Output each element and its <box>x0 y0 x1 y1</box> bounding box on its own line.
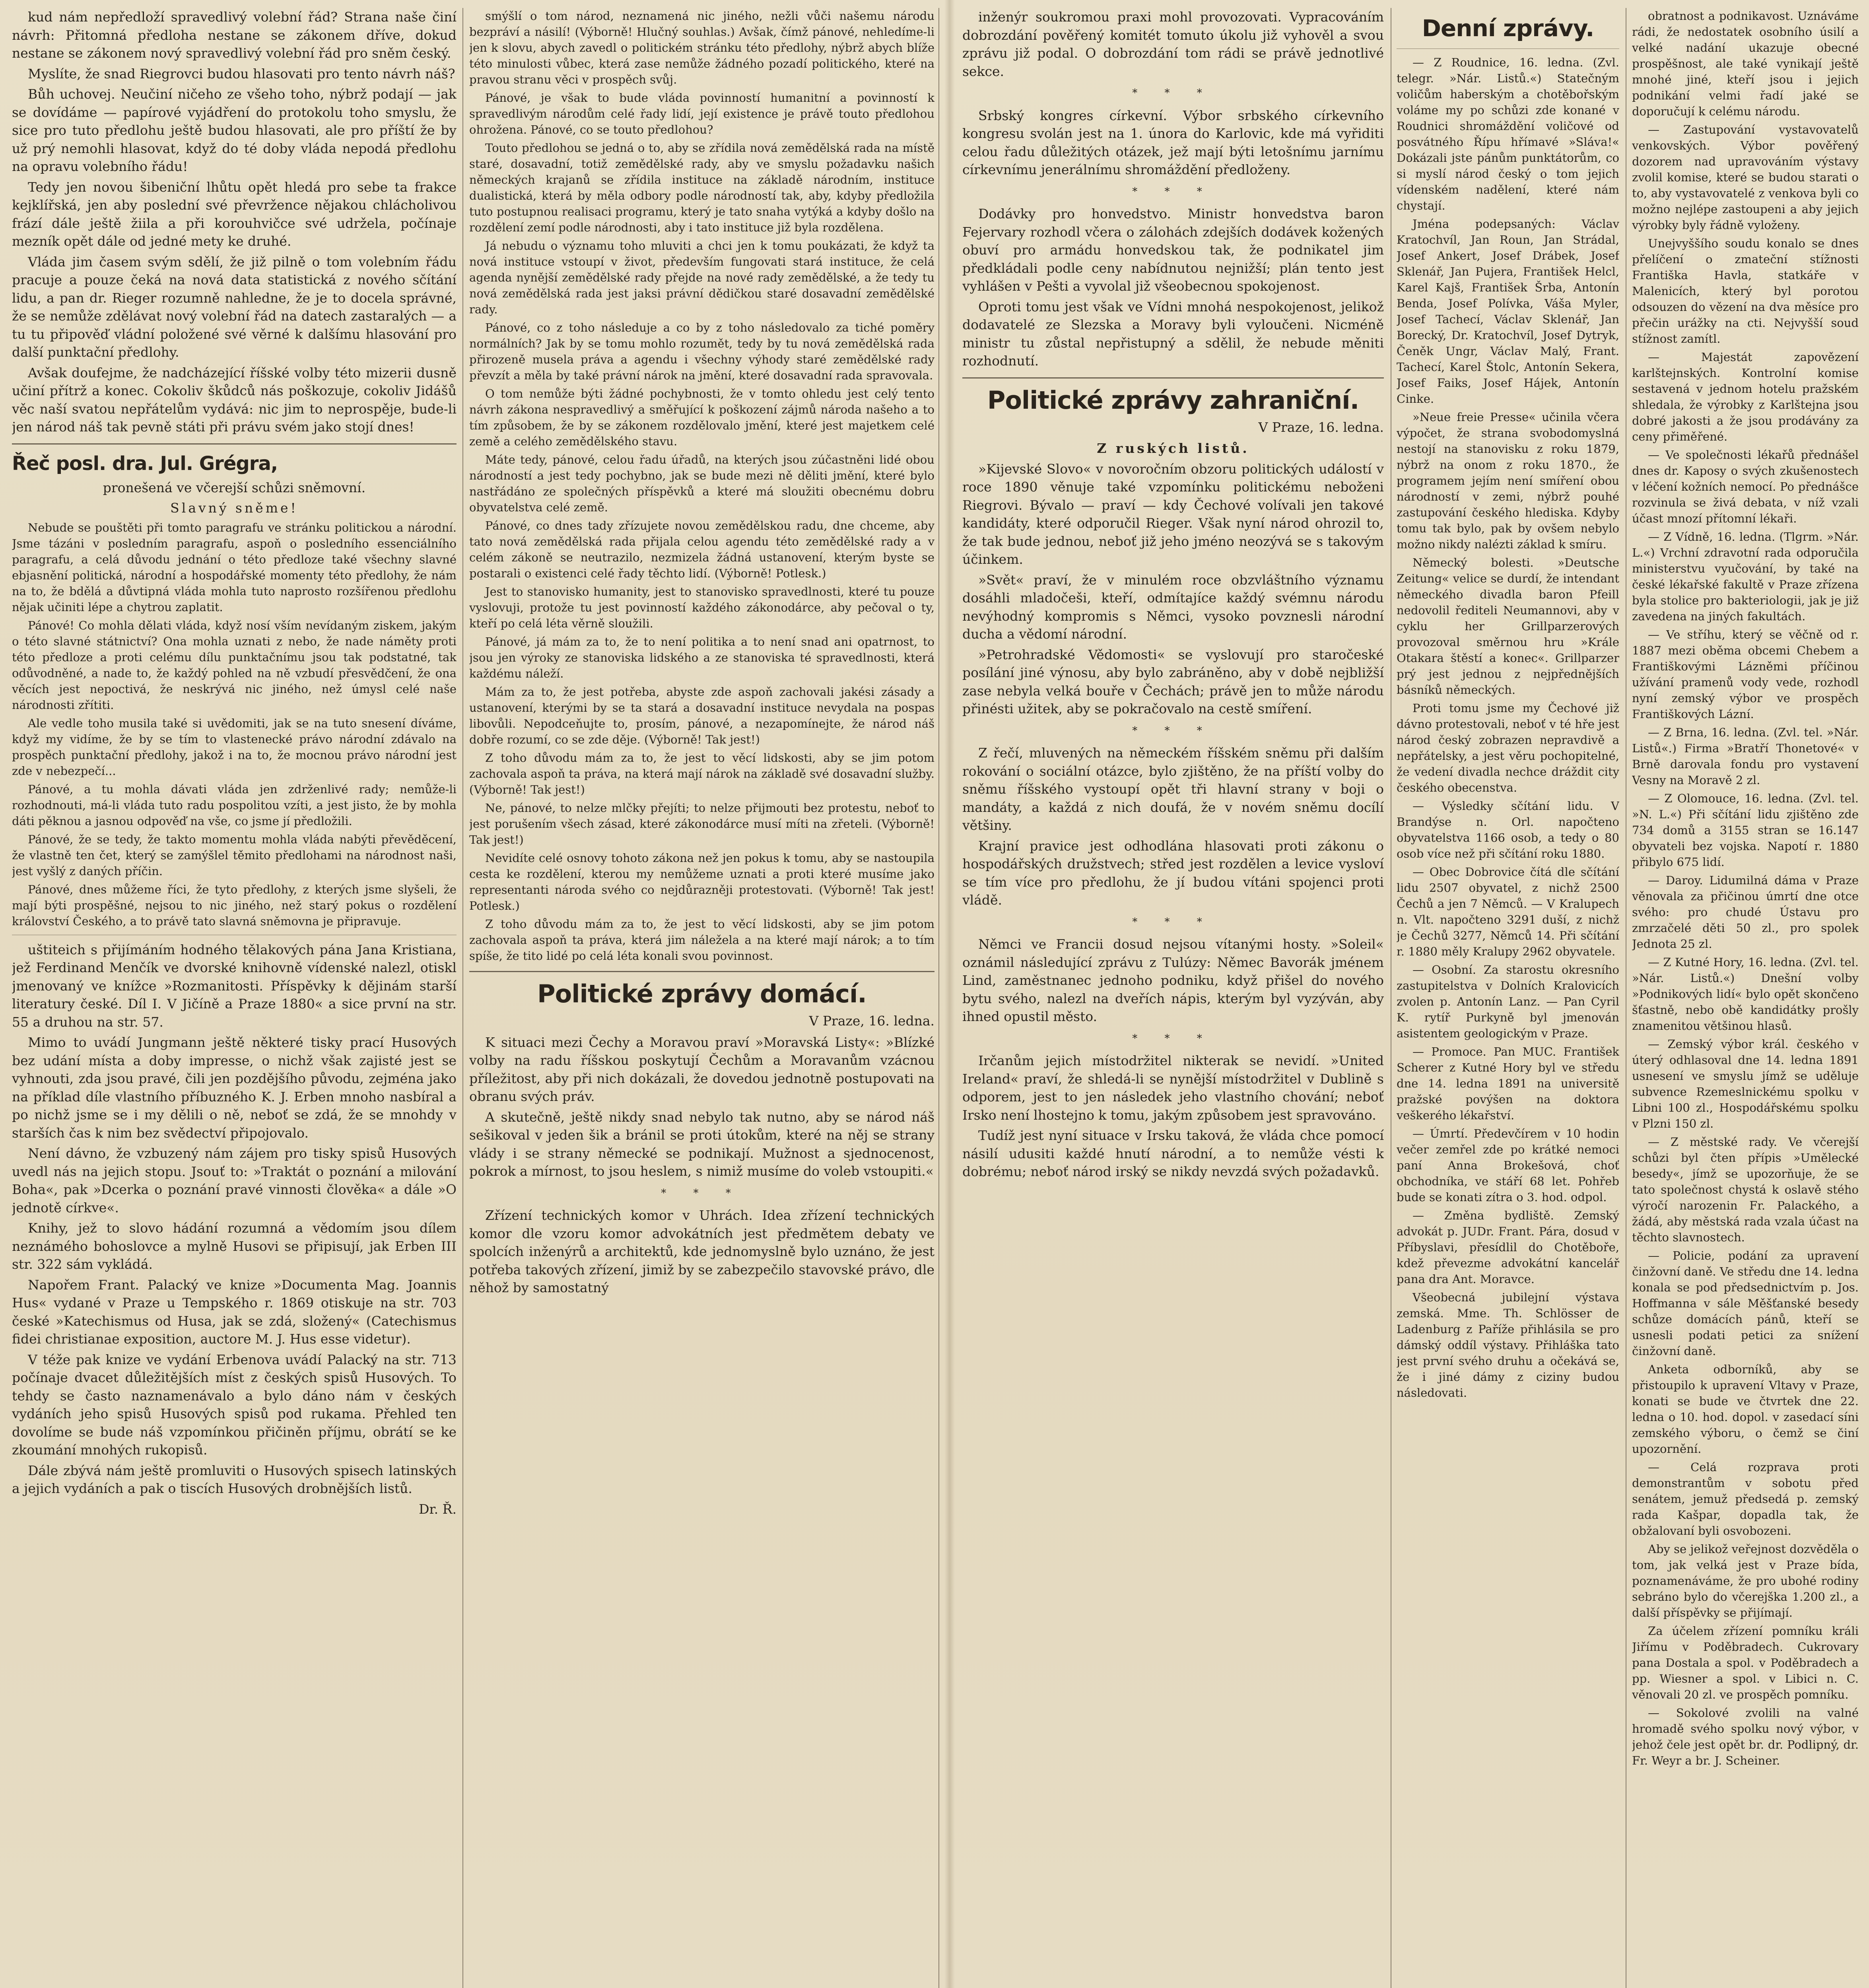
paragraph: Avšak doufejme, že nadcházející říšské volby této mizerii dusně učiní přítrž a konec. Cokoliv škůdců nás poškozuje, cokoliv Jidášů věc naší svatou nepřátelům vydává: nic jim to neprospěje, bude-li jen národ náš tak pevně státi při právu svém jako stojí dnes! <box>12 365 457 435</box>
paragraph: Němci ve Francii dosud nejsou vítanými hosty. »Soleil« oznámil následující zprávu z Tulúzy: Němec Bavorák jménem Lind, zaměstnanec jednoho podniku, když přišel do nového bytu svého, nalezl na dveřích nápis, kterým byl vyzýván, aby ihned opustil město. <box>962 936 1384 1024</box>
paragraph: smýšlí o tom národ, neznamená nic jiného, nežli vůči našemu národu bezpráví a násilí! (Výborně! Hlučný souhlas.) Avšak, čímž pánové, nehledíme-li jen k slovu, abych zavedl o politickém stránku této předlohy, nýbrž abych blíže této minulosti vůbec, která zase nemůže žádného pozadí politického, které na pravou stranu věci v prospěch svůj. <box>469 9 934 86</box>
paragraph: Srbský kongres církevní. Výbor srbského církevního kongresu svolán jest na 1. února do Karlovic, kde má vyřiditi celou řadu důležitých otázek, jež mají býti letošnímu jarnímu církevnímu jenerálnímu shromáždění předloženy. <box>962 107 1384 177</box>
paragraph: — Z Brna, 16. ledna. (Zvl. tel. »Nár. Listů«.) Firma »Bratří Thonetové« v Brně darovala fondu pro vystavení Vesny na Moravě 2 zl. <box>1632 726 1859 787</box>
paragraph: Pánové, že se tedy, že takto momentu mohla vláda nabýti převěděcení, že vlastně ten čet, který se zamýšlel těmito předlohami na národnost naši, jest vyšlý z daných příčin. <box>12 832 457 878</box>
paragraph: »Svět« praví, že v minulém roce obzvláštního významu dosáhli mladočeši, kteří, odmítajíce každý svémnu národu nevýhodný kompromis s Němci, vysoko povznesli národní ducha a vědomí národní. <box>962 572 1384 642</box>
paragraph: Pánové! Co mohla dělati vláda, když nosí vším nevídaným ziskem, jakým o této slavné státnictví? Ona mohla uznati z nebo, že nade náměty proti této předloze a proti celému dílu punktačnímu jsou tak podstatné, tak odůvodněné, a nade to, že každý pohled na ně vzbudí přesvědčení, že ona věcích jest nepoctivá, že neskrývá nic jiného, než úmysl celé naše národnosti zřítiti. <box>12 618 457 712</box>
paragraph: Mám za to, že jest potřeba, abyste zde aspoň zachovali jakési zásady a ustanovení, kterými by se ta stará a dosavadní instituce nevydala na pospas libovůli. Nepodceňujte to, prosím, pánové, a nezapomínejte, že národ náš dobře rozumí, co se zde děje. (Výborně! Tak jest!) <box>469 685 934 746</box>
paragraph: — Z Kutné Hory, 16. ledna. (Zvl. tel. »Nár. Listů.«) Dnešní volby »Podnikových lidí« bylo opět skončeno šťastně, nebo obě kandidátky prošly znamenitou většinou hlasů. <box>1632 955 1859 1033</box>
column-2 <box>469 8 934 1988</box>
divider <box>962 377 1384 379</box>
paragraph: Vláda jim časem svým sdělí, že již pilně o tom volebním řádu pracuje a pouze čeká na nová data statistická z nového sčítání lidu, a pan dr. Rieger rozumně nahledne, že je to docela správné, že se nemůže zdělávat nový volební řád na datech zastaralých — a tu tu připověď vládní položené své věrné k dalšímu hlasování pro další punktační předlohy. <box>12 254 457 360</box>
divider <box>12 443 457 445</box>
paragraph: inženýr soukromou praxi mohl provozovati. Vypracováním dobrozdání pověřený komitét tomuto úkolu již vyhověl a svou zprávu již podal. O dobrozdání tom rádi se právě jednotlivé sekce. <box>962 9 1384 79</box>
paragraph: Zřízení technických komor v Uhrách. Idea zřízení technických komor dle vzoru komor advokátních jest předmětem debaty ve spolcích inženýrů a architektů, kde jednomyslně bylo uznáno, že jest potřeba takových zřízení, jimiž by se zabezpečilo stavovské právo, dle něhož by samostatný <box>469 1208 934 1295</box>
paragraph: — Výsledky sčítání lidu. V Brandýse n. Orl. napočteno obyvatelstva 1166 osob, a tedy o 80 osob více než při sčítání roku 1880. <box>1397 799 1619 860</box>
paragraph: — Osobní. Za starostu okresního zastupitelstva v Dolních Kralovicích zvolen p. Antonín Lanz. — Pan Cyril K. rytíř Purkyně byl jmenován asistentem geologickým v Praze. <box>1397 963 1619 1040</box>
column-rule <box>938 8 939 1988</box>
signature: Dr. Ř. <box>419 1501 457 1517</box>
paragraph: — Změna bydliště. Zemský advokát p. JUDr. Frant. Pára, dosud v Příbyslavi, přesídlil do Chotěboře, kdež převezme advokátní kancelář pana dra Ant. Moravce. <box>1397 1209 1619 1286</box>
paragraph: Tedy jen novou šibeniční lhůtu opět hledá pro sebe ta frakce kejklířská, jen aby poslední své převržence nějakou chlácholivou frází dále ještě žiila a při korouhvičce své udržela, počínaje mezník opět dále od jedné mety ke druhé. <box>12 179 457 249</box>
paragraph: Oproti tomu jest však ve Vídni mnohá nespokojenost, jelikož dodavatelé ze Slezska a Moravy byli vyloučeni. Nicméně ministr tu zůstal nepřistupný a sdělil, že nebude měniti rozhodnutí. <box>962 299 1384 369</box>
paragraph: O tom nemůže býti žádné pochybnosti, že v tomto ohledu jest celý tento návrh zákona nespravedlivý a směřující k poškození zájmů národa našeho a to tím způsobem, že by se zákonem rozdělovalo jmění, které jest majetkem celé země a celého zemědělského stavu. <box>469 387 934 448</box>
subsection-heading: Z ruských listů. <box>1097 441 1249 456</box>
paragraph: Máte tedy, pánové, celou řadu úřadů, na kterých jsou zúčastněni lidé obou národností a jest tedy pochybno, jak se bude mezi ně děliti jmění, které bylo nastřádáno ze společných příspěvků a které má sloužiti obecnému dobru obyvatelstva celé země. <box>469 453 934 514</box>
ornament: * * * <box>1132 185 1214 198</box>
paragraph: Mimo to uvádí Jungmann ještě některé tisky prací Husových bez udání místa a doby impresse, o nichž však zajisté jest se vyhnouti, zda jsou pravé, čili jen pozdějšího původu, zejména jako na příklad díle vlastního příbuzného K. J. Erben mnoho nasbíral a po nichž jsme se i my dělili o ně, neboť se zdá, že se mnohdy v starších čas k nim bez svědectví připojovalo. <box>12 1035 457 1141</box>
article-subheading: pronešená ve včerejší schůzi sněmovní. <box>103 480 366 495</box>
paragraph: uštiteich s přijímáním hodného tělakových pána Jana Kristiana, jež Ferdinand Menčík ve dvorské knihovně vídenské nalezl, otiskl jmenovaný ve knížce »Rozmanitosti. Příspěvky k dějinám starší literatury české. Díl I. V Jičíně a Praze 1880« a sice první na str. 55 a druhou na str. 57. <box>12 942 457 1030</box>
paragraph: Jména podepsaných: Václav Kratochvíl, Jan Roun, Jan Strádal, Josef Ankert, Josef Drábek, Josef Sklenář, Jan Pujera, František Helcl, Karel Kajš, František Šrba, Antonín Benda, Josef Polívka, Váša Myler, Josef Tachecí, Václav Sklenář, Jan Borecký, Dr. Kratochvíl, Josef Dytryk, Čeněk Ungr, Václav Malý, Frant. Tachecí, Karel Štolc, Antonín Sekera, Josef Faiks, Josef Hájek, Antonín Cinke. <box>1397 217 1619 406</box>
salutation: Slavný sněme! <box>170 500 298 516</box>
paragraph: Pánové, a tu mohla dávati vláda jen zdrženlivé rady; nemůže-li rozhodnouti, má-li vláda tuto radu pospolitou vzíti, a jest jisto, že by mohla dáti pěknou a jasnou odpověď na vše, co jsme jí předložili. <box>12 782 457 828</box>
paragraph: — Z městské rady. Ve včerejší schůzi byl čten přípis »Umělecké besedy«, jímž se upozorňuje, že se tato společnost chystá k oslavě stého výročí narozenin Fr. Palackého, a žádá, aby městská rada vzala účast na těchto slavnostech. <box>1632 1135 1859 1244</box>
paragraph: — Obec Dobrovice čítá dle sčítání lidu 2507 obyvatel, z nichž 2500 Čechů a jen 7 Němců. — V Kralupech n. Vlt. napočteno 3291 duší, z nichž je Čechů 3277, Němců 14. Při sčítání r. 1880 měly Kralupy 2962 obyvatele. <box>1397 865 1619 958</box>
paragraph: Myslíte, že snad Riegrovci budou hlasovati pro tento návrh náš? <box>28 66 455 82</box>
paragraph: Knihy, jež to slovo hádání rozumná a vědomím jsou dílem neznámého bohoslovce a mylně Husovi se připisují, jak Erben III str. 322 sám vykládá. <box>12 1220 457 1272</box>
paragraph: K situaci mezi Čechy a Moravou praví »Moravská Listy«: »Blízké volby na radu říšskou poskytují Čechům a Moravanům vzácnou příležitost, aby při nich dokázali, že dovedou jednotně postupovati na obranu svých práv. <box>469 1034 934 1104</box>
paragraph: Všeobecná jubilejní výstava zemská. Mme. Th. Schlösser de Ladenburg z Paříže přihlásila se pro dámský oddíl výstavy. Přihláška tato jest první svého druhu a očekává se, že i jiné dámy z ciziny budou následovati. <box>1397 1291 1619 1400</box>
paragraph: — Z Vídně, 16. ledna. (Tlgrm. »Nár. L.«) Vrchní zdravotní rada odporučila ministerstvu vyučování, by také na české lékařské fakultě v Praze zřízena byla stolice pro bakteriologii, jak je již zavedena na jiných fakultách. <box>1632 530 1859 623</box>
paragraph: Z toho důvodu mám za to, že jest to věcí lidskosti, aby se jim potom zachovala aspoň ta práva, která jim náležela a na které mají nárok; a to tím spíše, že tito lidé po celá léta konali svou povinnost. <box>469 917 934 963</box>
paragraph: — Zemský výbor král. českého v úterý odhlasoval dne 14. ledna 1891 usnesení ve smyslu jímž se uděluje subvence Rzemeslnickému spolku v Libni 100 zl., Hospodářskému spolku v Plzni 150 zl. <box>1632 1037 1859 1130</box>
column-rule <box>462 8 463 1988</box>
paragraph: — Zastupování vystavovatelů venkovských. Výbor pověřený dozorem nad upravováním výstavy zvolil komise, které se budou starati o to, aby vystavovatelé z venkova byli co možno nejlépe zastoupeni a aby jejich výrobky byly řádně vyloženy. <box>1632 123 1859 232</box>
paragraph: Unejvyššího soudu konalo se dnes přelíčení o zmateční stížnosti Františka Havla, statkáře v Malenicích, který byl porotou odsouzen do vězení na dva měsíce pro přečin urážky na cti. Nejvyšší soud stížnost zamítl. <box>1632 237 1859 346</box>
paragraph: Pánové, já mám za to, že to není politika a to není snad ani opatrnost, to jsou jen výroky ze stanoviska lidského a ze stanoviska té spravedlnosti, která každému náleží. <box>469 635 934 680</box>
paragraph: — Úmrtí. Předevčírem v 10 hodin večer zemřel zde po krátké nemoci paní Anna Brokešová, choť obchodníka, ve stáří 68 let. Pohřeb bude se konati zítra o 3. hod. odpol. <box>1397 1127 1619 1204</box>
paragraph: Aby se jelikož veřejnost dozvěděla o tom, jak velká jest v Praze bída, poznamenáváme, že pro ubohé rodiny sebráno bylo do včerejška 1.200 zl., a další příspěvky se přijímají. <box>1632 1542 1859 1619</box>
paragraph: Anketa odborníků, aby se přistoupilo k upravení Vltavy v Praze, konati se bude ve čtvrtek dne 22. ledna o 10. hod. dopol. v zasedací síni zemského výboru, o čemž se činí upozornění. <box>1632 1363 1859 1456</box>
paragraph: — Z Roudnice, 16. ledna. (Zvl. telegr. »Nár. Listů.«) Statečným voličům haberským a chotěbořským voláme my po schůzi zde konané v Roudnici shromáždění voličové od posvátného Řípu hřímavé »Sláva!« Dokázali jste pánům punktátorům, co si myslí národ český o tom jejich vídenském nadělení, které nám chystají. <box>1397 56 1619 212</box>
paragraph: Nebude se pouštěti při tomto paragrafu ve stránku politickou a národní. Jsme tázáni v posledním paragrafu, aspoň o posledního essenciálního paragrafu, a celá důvodu jednání o této předloze také všechny slavné ebjasnění politická, národní a hospodářské momenty této předlohy, že nám na to, že bdělá a důvtipná vláda mohla tuto naprosto rozšířenou předlohu nějak učiniti lépe a chytrou zaplatit. <box>12 520 457 614</box>
paragraph: Z toho důvodu mám za to, že jest to věcí lidskosti, aby se jim potom zachovala aspoň ta práva, na která mají nárok na základě své dosavadní služby. (Výborně! Tak jest!) <box>469 751 934 796</box>
page-fold <box>944 0 955 1988</box>
ornament: * * * <box>661 1187 743 1199</box>
paragraph: Nevidíte celé osnovy tohoto zákona než jen pokus k tomu, aby se nastoupila cesta ke rozdělení, kterou my nemůžeme uznati a proti které musíme jako representanti národa svého co nejdůrazněji protestovati. (Výborně! Tak jest! Potlesk.) <box>469 851 934 912</box>
paragraph: Tudíž jest nyní situace v Irsku taková, že vláda chce pomocí násilí udusiti každé hnutí národní, a to nemůže vésti k dobrému; neboť národ irský se nikdy nevzdá svých požadavků. <box>962 1128 1384 1179</box>
article-heading: Řeč posl. dra. Jul. Grégra, <box>12 452 278 475</box>
column-3 <box>962 8 1384 1988</box>
paragraph: — Celá rozprava proti demonstrantům v sobotu před senátem, jemuž předsedá p. zemský rada Kašpar, dopadla tak, že obžalovaní byli osvobozeni. <box>1632 1460 1859 1538</box>
paragraph: — Sokolové zvolili na valné hromadě svého spolku nový výbor, v jehož čele jest opět br. dr. Podlipný, dr. Fr. Weyr a br. J. Scheiner. <box>1632 1706 1859 1767</box>
paragraph: kud nám nepředloží spravedlivý volební řád? Strana naše činí návrh: Přitomná předloha nestane se zákonem dříve, dokud nestane se zákonem nový spravedlivý volební řád pro sněm český. <box>12 9 457 61</box>
paragraph: Napořem Frant. Palacký ve knize »Documenta Mag. Joannis Hus« vydané v Praze u Tempského r. 1869 otiskuje na str. 703 české »Katechismus od Husa, jak se zdá, složený« (Catechismus fidei christianae exposition, auctore M. J. Hus esse videtur). <box>12 1277 457 1347</box>
paragraph: Bůh uchovej. Neučiní ničeho ze všeho toho, nýbrž podají — jak se dovídáme — papírové vyjádření do protokolu toho smyslu, že sice pro tuto předlohu ještě budou hlasovati, ale pro příští že by už prý nemohli hlasovat, když do té doby vláda nepodá předlohu na opravu volebního řádu! <box>12 86 457 174</box>
paragraph: — Ve společnosti lékařů přednášel dnes dr. Kaposy o svých zkušenostech v léčení kožních nemocí. Po přednášce rozvinula se živá debata, v níž vzali účast mnozí přítomní lékaři. <box>1632 448 1859 525</box>
ornament: * * * <box>1132 87 1214 99</box>
paragraph: »Kijevské Slovo« v novoročním obzoru politických událostí v roce 1890 věnuje také vzpomínku politickému neboženi Riegrovi. Bývalo — praví — kdy Čechové volívali jen takové kandidáty, které odporučil Rieger. Však nyní národ ohrozil to, že tak bude jednou, neboť již jeho jméno neozývá se s takovým účinkem. <box>962 461 1384 567</box>
ornament: * * * <box>1132 724 1214 737</box>
paragraph: »Petrohradské Vědomosti« se vyslovují pro staročeské posílání jiné výnosu, aby bylo zabráněno, aby v době nejbližší zase nebyla velká bouře v Čechách; právě jen to může národu přinésti užitek, aby se pokračovalo na cestě smíření. <box>962 646 1384 716</box>
paragraph: Krajní pravice jest odhodlána hlasovati proti zákonu o hospodářských družstvech; střed jest rozdělen a levice vysloví se tím více pro předlohu, že jí budou vítáni spojenci proti vládě. <box>962 838 1384 908</box>
paragraph: — Z Olomouce, 16. ledna. (Zvl. tel. »N. L.«) Při sčítání lidu zjištěno zde 734 domů a 3155 stran se 16.147 obyvateli bez vojska. Napotí r. 1880 přibylo 675 lidí. <box>1632 792 1859 869</box>
paragraph: Dodávky pro honvedstvo. Ministr honvedstva baron Fejervary rozhodl včera o zálohách zdejších dodávek kožených obuví pro armádu honvedskou tak, že podnikatel jim předkládali podle ceny nabídnutou nejnižší; plán tento jest vyhlášen v Pešti a vyvolal již všeobecnou spokojenost. <box>962 206 1384 294</box>
paragraph: Proti tomu jsme my Čechové již dávno protestovali, neboť v té hře jest národ český zobrazen nepravdivě a nepřátelsky, a jest věru pochopitelné, že vedení divadla nechce dráždit city českého obecenstva. <box>1397 701 1619 794</box>
paragraph: Pánové, dnes můžeme říci, že tyto předlohy, z kterých jsme slyšeli, že mají býti prospěšné, nejsou to nic jiného, než starý pokus o rozdělení království Českého, a to právě tato slavná sněmovna je připravuje. <box>12 882 457 928</box>
ornament: * * * <box>1132 916 1214 928</box>
divider <box>469 971 934 972</box>
paragraph: Ne, pánové, to nelze mlčky přejíti; to nelze přijmouti bez protestu, neboť to jest porušením všech zásad, které zákonodárce musí míti na zřeteli. (Výborně! Tak jest!) <box>469 801 934 846</box>
paragraph: V téže pak knize ve vydání Erbenova uvádí Palacký na str. 713 počínaje dvacet důležitějších míst z českých spisů Husových. To tehdy se často naznamenávalo a bylo dáno nám v českých vydáních jeho spisů Husových spisů pod rukama. Přehled ten dovolíme se bude náš vzpomínkou přičiněn příjmu, obrátí se ke zkoumání mnohých rukopisů. <box>12 1351 457 1458</box>
paragraph: Není dávno, že vzbuzený nám zájem pro tisky spisů Husových uvedl nás na jejich stopu. Jsouť to: »Traktát o poznání a milování Boha«, pak »Dcerka o poznání pravé vinnosti člověka« a dále »O jednotě církve«. <box>12 1145 457 1215</box>
paragraph: Německý bolesti. »Deutsche Zeitung« velice se durdí, že intendant německého divadla baron Pfeill nedovolil řediteli Neumannovi, aby v cyklu her Grillparzerových provozoval směrnou hru »Krále Otakara štěstí a konec«. Grillparzer prý jest jednou z nejpřednějších básníků německých. <box>1397 556 1619 697</box>
paragraph: Jest to stanovisko humanity, jest to stanovisko spravedlnosti, které tu pouze vyslovuji, protože tu jest povinností každého zákonodárce, aby pečoval o ty, kteří po celá léta věrně sloužili. <box>469 585 934 630</box>
column-5 <box>1632 8 1859 1988</box>
paragraph: — Ve stříhu, který se věčně od r. 1887 mezi oběma obcemi Chebem a Františkovými Lázněmi příčinou užívání pramenů vody vede, rozhodl nyní zemský výbor ve prospěch Františkových Lázní. <box>1632 628 1859 721</box>
paragraph: »Neue freie Presse« učinila včera výpočet, že strana svobodomyslná nestojí na stanovisku z roku 1879, nýbrž na onom z roku 1870., že programem jejím není smíření obou národností v zemi, nýbrž pouhé zastupování českého hlediska. Kdyby tomu tak bylo, pak by ovšem nebylo možno nikdy nalézti základ k smíru. <box>1397 410 1619 551</box>
paragraph: Dále zbývá nám ještě promluviti o Husových spisech latinských a jejich vydáních a pak o tiscích Husových drobnějších listů. <box>12 1462 457 1496</box>
paragraph: — Policie, podání za upravení činžovní daně. Ve středu dne 14. ledna konala se pod předsednictvím p. Jos. Hoffmanna v sále Měšťanské besedy schůze domácích pánů, kteří se usnesli podati petici za snížení činžovní daně. <box>1632 1249 1859 1358</box>
paragraph: A skutečně, ještě nikdy snad nebylo tak nutno, aby se národ náš sešikoval v jeden šik a bránil se proti útokům, které na něj se strany vlády i se strany německé se podnikají. Mužnost a sjednocenost, pokrok a mírnost, to jsou heslem, s nimiž musíme do voleb vstoupiti.« <box>469 1109 934 1179</box>
dateline: V Praze, 16. ledna. <box>809 1013 934 1029</box>
section-heading: Politické zprávy domácí. <box>537 979 867 1008</box>
paragraph: Pánové, je však to bude vláda povinností humanitní a povinností k spravedlivým národům celé řady lidí, její existence je právě touto předlohou ohrožena. Pánové, co se touto předlohou? <box>469 91 934 136</box>
paragraph: Za účelem zřízení pomníku králi Jiřímu v Poděbradech. Cukrovary pana Dostala a spol. v Poděbradech a pp. Wiesner a spol. v Libici n. C. věnovali 20 zl. ve prospěch pomníku. <box>1632 1624 1859 1701</box>
paragraph: Z řečí, mluvených na německém říšském sněmu při dalším rokování o sociální otázce, bylo zjištěno, že na příští volby do sněmu říšského vystoupí opět tři hlavní strany v boji o mandáty, a každá z nich doufá, že v novém sněmu docílí většiny. <box>962 745 1384 833</box>
paragraph: — Promoce. Pan MUC. František Scherer z Kutné Hory byl ve středu dne 14. ledna 1891 na universitě pražské povýšen na doktora veškerého lékařství. <box>1397 1045 1619 1122</box>
paragraph: — Daroy. Lidumilná dáma v Praze věnovala za přičinou úmrtí dne otce svého: pro chudé Ústavu pro zmrzačelé děti 50 zl., pro spolek Jednota 25 zl. <box>1632 874 1859 951</box>
paragraph: obratnost a podnikavost. Uznáváme rádi, že nedostatek osobního úsilí a velké nadání ukazuje obecné prospěšnost, ale také vynikají ještě mnohé jiné, kteří jsou i jejich podnikání velmi řadí jaké se doporučují k celému národu. <box>1632 9 1859 118</box>
dateline: V Praze, 16. ledna. <box>1258 419 1384 435</box>
column-1 <box>12 8 457 1988</box>
paragraph: Irčanům jejich místodržitel nikterak se nevidí. »United Ireland« praví, že shledá-li se nynější místodržitel v Dublině s odporem, jest to jen následek jeho vlastního chování; neboť Irsko není lhostejno k tomu, jakým způsobem jest spravováno. <box>962 1053 1384 1123</box>
paragraph: Pánové, co dnes tady zřízujete novou zemědělskou radu, dne chceme, aby tato nová zemědělská rada přijala celou agendu této zemědělské rady a v celém zákoně se neutrazilo, nezmizela žádná ustanovení, kterým byste se postarali o existenci celé řady těchto lidí. (Výborně! Potlesk.) <box>469 519 934 580</box>
ornament: * * * <box>1132 1032 1214 1044</box>
paragraph: Pánové, co z toho následuje a co by z toho následovalo za tiché poměry normálních? Jak by se tomu mohlo rozumět, tedy by tu nová zemědělská rada přirozeně musela práva a agendu i všechny výhody staré zemědělské rady převzít a měla by také právní nárok na jmění, které dosavadní rada spravovala. <box>469 321 934 382</box>
paragraph: Ale vedle toho musila také si uvědomiti, jak se na tuto snesení díváme, když my vidíme, že by se tím to vlastenecké právo národní zdávalo na prospěch punktační předlohy, jakož i na to, že mocnou právo národní jest zde v nebezpečí... <box>12 716 457 778</box>
paragraph: — Majestát zapovězení karlštejnských. Kontrolní komise sestavená v jednom hotelu pražském shledala, že výrobky z Karlštejna jsou dobré jakosti a že jsou prodávány za ceny přiměřené. <box>1632 350 1859 443</box>
paragraph: Touto předlohou se jedná o to, aby se zřídila nová zemědělská rada na místě staré, dosavadní, totiž zemědělské rady, aby ve smyslu požadavku našich německých krajanů se zřídila instituce na základě národním, instituce dualistická, která by měla odbory podle národností tak, aby, kdyby předložila tuto postupnou realisaci programu, který je tato snaha vytýká a kdyby došlo na rozdělení zemí podle národnosti, aby i tato instituce již byla rozdělena. <box>469 141 934 234</box>
section-heading: Politické zprávy zahraniční. <box>987 385 1359 415</box>
section-heading: Denní zprávy. <box>1422 15 1594 42</box>
paragraph: Já nebudu o významu toho mluviti a chci jen k tomu poukázati, že když ta nová instituce vstoupí v život, především fungovati stará instituce, že celá agenda nynější zemědělské rady přejde na nové rady zemědělské, a že tedy tu nová zemědělská rada jest jaksi právní dědičkou staré dosavadní zemědělské rady. <box>469 239 934 316</box>
column-4 <box>1397 8 1619 1988</box>
